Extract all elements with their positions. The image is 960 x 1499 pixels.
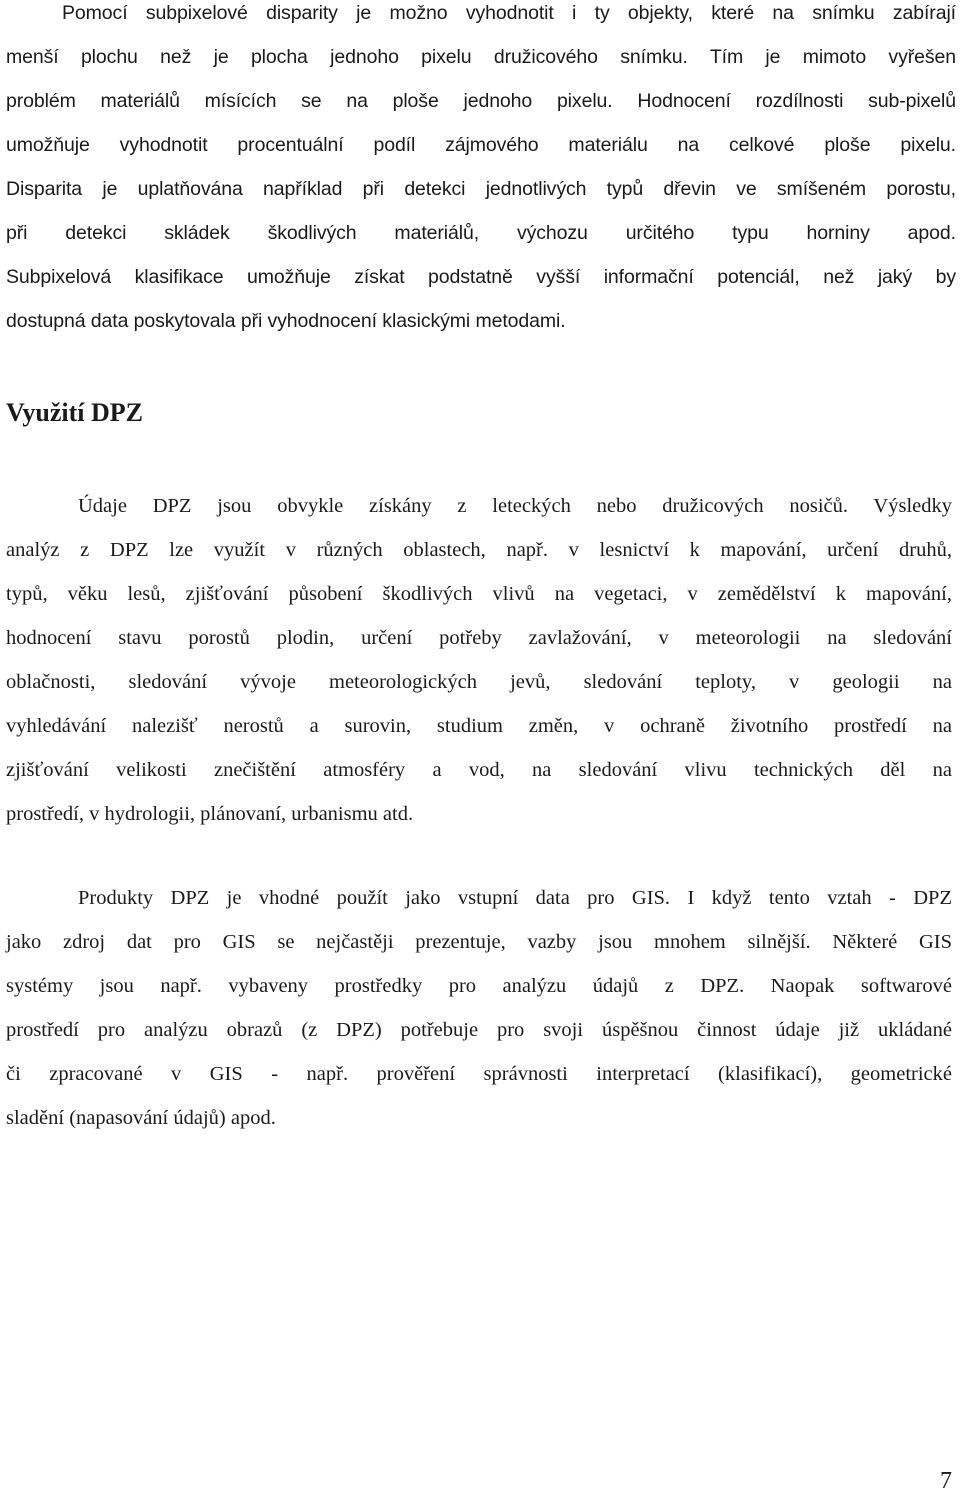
paragraph-dpz-usage xyxy=(6,484,952,836)
text-line: vyhledávání nalezišť nerostů a surovin, studium změn, v ochraně životního prostředí na xyxy=(6,715,952,737)
text-line: při detekci skládek škodlivých materiálů, výchozu určitého typu horniny apod. xyxy=(6,222,956,244)
text-line: systémy jsou např. vybaveny prostředky pro analýzu údajů z DPZ. Naopak softwarové xyxy=(6,975,952,997)
text-line: typů, věku lesů, zjišťování působení škodlivých vlivů na vegetaci, v zemědělství k mapování, xyxy=(6,583,952,605)
text-line: Produkty DPZ je vhodné použít jako vstupní data pro GIS. I když tento vztah - DPZ xyxy=(78,887,952,909)
text-line: či zpracované v GIS - např. prověření správnosti interpretací (klasifikací), geometrické xyxy=(6,1063,952,1085)
text-line: analýz z DPZ lze využít v různých oblastech, např. v lesnictví k mapování, určení druhů, xyxy=(6,539,952,561)
text-line: prostředí pro analýzu obrazů (z DPZ) potřebuje pro svoji úspěšnou činnost údaje již ukládané xyxy=(6,1019,952,1041)
text-line: dostupná data poskytovala při vyhodnocení klasickými metodami. xyxy=(6,310,566,332)
text-line: jako zdroj dat pro GIS se nejčastěji prezentuje, vazby jsou mnohem silnější. Některé GIS xyxy=(6,931,952,953)
text-line: Disparita je uplatňována například při detekci jednotlivých typů dřevin ve smíšeném porostu, xyxy=(6,178,956,200)
text-line: hodnocení stavu porostů plodin, určení potřeby zavlažování, v meteorologii na sledování xyxy=(6,627,952,649)
text-line: zjišťování velikosti znečištění atmosféry a vod, na sledování vlivu technických děl na xyxy=(6,759,952,781)
text-line: problém materiálů mísících se na ploše jednoho pixelu. Hodnocení rozdílnosti sub-pixelů xyxy=(6,90,956,112)
text-line: Subpixelová klasifikace umožňuje získat podstatně vyšší informační potenciál, než jaký by xyxy=(6,266,956,288)
paragraph-dpz-gis xyxy=(6,876,952,1140)
section-heading: Využití DPZ xyxy=(6,398,143,427)
text-line: umožňuje vyhodnotit procentuální podíl zájmového materiálu na celkové ploše pixelu. xyxy=(6,134,956,156)
text-line: Pomocí subpixelové disparity je možno vyhodnotit i ty objekty, které na snímku zabírají xyxy=(62,2,956,24)
text-line: prostředí, v hydrologii, plánovaní, urbanismu atd. xyxy=(6,803,414,825)
text-line: menší plochu než je plocha jednoho pixelu družicového snímku. Tím je mimoto vyřešen xyxy=(6,46,956,68)
page-number: 7 xyxy=(940,1468,952,1494)
text-line: Údaje DPZ jsou obvykle získány z leteckých nebo družicových nosičů. Výsledky xyxy=(78,495,952,517)
text-line: oblačnosti, sledování vývoje meteorologických jevů, sledování teploty, v geologii na xyxy=(6,671,952,693)
text-line: sladění (napasování údajů) apod. xyxy=(6,1107,276,1129)
paragraph-subpixel-disparity xyxy=(6,0,956,343)
